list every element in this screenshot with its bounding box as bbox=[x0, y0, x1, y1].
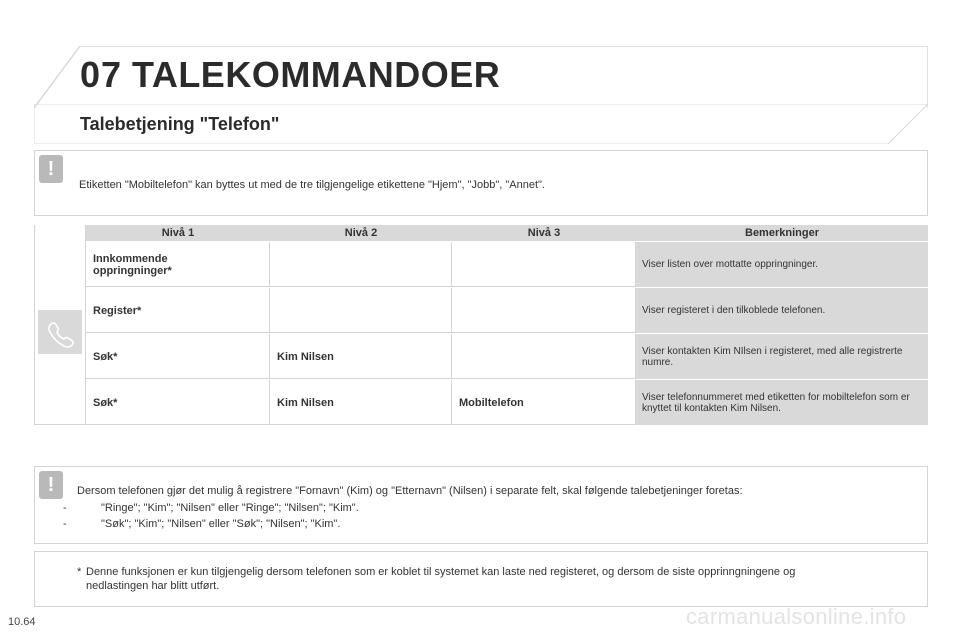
info-note-label bbox=[34, 150, 928, 216]
cell-level-3: Mobiltelefon bbox=[452, 380, 636, 425]
cell-level-1: Innkommende oppringninger* bbox=[86, 242, 270, 287]
cell-level-2: Kim Nilsen bbox=[270, 334, 452, 379]
header-level-1: Nivå 1 bbox=[161, 227, 195, 239]
exclamation-icon: ! bbox=[39, 155, 63, 183]
cell-level-2: Kim Nilsen bbox=[270, 380, 452, 425]
cell-remarks: Viser telefonnummeret med etiketten for mobiltelefon som er knyttet til kontakten Kim Nilsen. bbox=[636, 380, 928, 425]
note-text: Etiketten "Mobiltelefon" kan byttes ut med de tre tilgjengelige etikettene "Hjem", "Jobb", "Annet". bbox=[79, 179, 545, 191]
watermark: carmanualsonline.info bbox=[686, 604, 907, 629]
cell-remarks: Viser kontakten Kim NIlsen i registeret, med alle registrerte numre. bbox=[636, 334, 928, 379]
cell-remarks: Viser listen over mottatte oppringninger. bbox=[636, 242, 928, 287]
header-level-2: Nivå 2 bbox=[344, 227, 378, 239]
header-remarks: Bemerkninger bbox=[745, 227, 819, 239]
footnote-mark: * bbox=[77, 566, 82, 578]
table-row bbox=[86, 380, 928, 425]
cell-level-2 bbox=[270, 242, 452, 287]
header-level-3: Nivå 3 bbox=[527, 227, 561, 239]
bullet-mark: - bbox=[63, 502, 67, 514]
section-title: Talebetjening "Telefon" bbox=[80, 114, 280, 134]
cell-level-3 bbox=[452, 334, 636, 379]
chapter-title: TALEKOMMANDOER bbox=[132, 54, 501, 95]
cell-level-1: Register* bbox=[86, 288, 270, 333]
footnote-line-1: Denne funksjonen er kun tilgjengelig dersom telefonen som er koblet til systemet kan laste ned registeret, og dersom de siste opprinngningene og bbox=[86, 566, 796, 578]
info-note-fields bbox=[34, 466, 928, 544]
table-header bbox=[86, 225, 928, 241]
footnote-line-2: nedlastingen har blitt utført. bbox=[86, 580, 220, 592]
cell-level-1: Søk* bbox=[86, 380, 270, 425]
cell-level-1: Søk* bbox=[86, 334, 270, 379]
footnote-panel bbox=[34, 551, 928, 607]
note-intro: Dersom telefonen gjør det mulig å registrere "Fornavn" (Kim) og "Etternavn" (Nilsen) i separate felt, skal følgende talebetjeninger foretas: bbox=[77, 485, 743, 497]
table-row bbox=[86, 288, 928, 333]
page-number: 10.64 bbox=[8, 616, 36, 628]
exclamation-icon: ! bbox=[39, 471, 63, 499]
phone-icon bbox=[38, 310, 82, 354]
bullet-item: "Søk"; "Kim"; "Nilsen" eller "Søk"; "Nilsen"; "Kim". bbox=[101, 518, 341, 530]
table-row bbox=[86, 334, 928, 379]
bullet-item: "Ringe"; "Kim"; "Nilsen" eller "Ringe"; "Nilsen"; "Kim". bbox=[101, 502, 359, 514]
cell-remarks: Viser registeret i den tilkoblede telefonen. bbox=[636, 288, 928, 333]
table-row bbox=[86, 242, 928, 287]
bullet-mark: - bbox=[63, 518, 67, 530]
chapter-number: 07 bbox=[80, 54, 123, 95]
cell-level-3 bbox=[452, 242, 636, 287]
cell-level-3 bbox=[452, 288, 636, 333]
cell-level-2 bbox=[270, 288, 452, 333]
